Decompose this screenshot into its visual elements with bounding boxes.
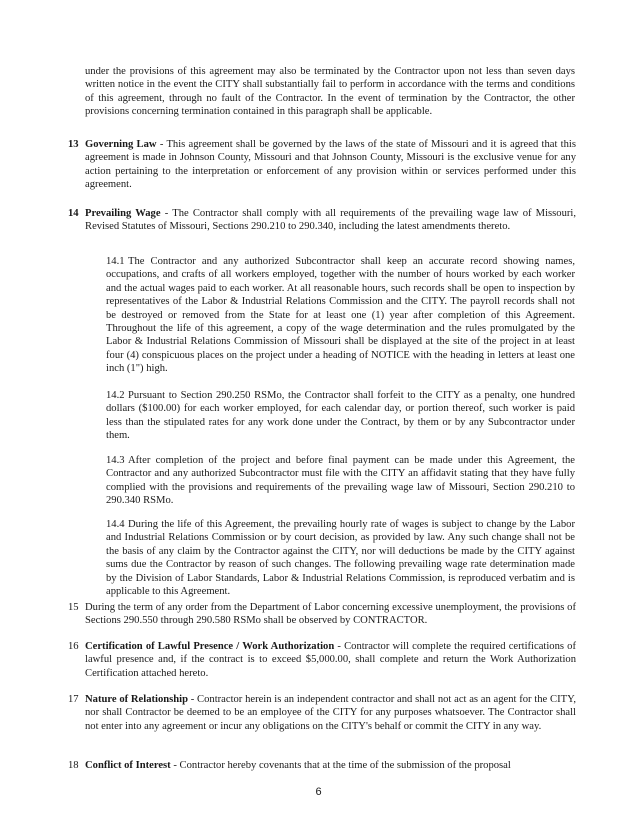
section-number: 17 (68, 694, 79, 705)
subsection-text: During the life of this Agreement, the prevailing hourly rate of wages is subject to change by the Labor and Industrial Relations Commission or by court decision, as provided by law. Any such change shall not be the basis of any claim by the Contractor against the CITY, nor will deductions be made by the CITY against sums due the Contractor by reason of such changes. The following prevailing wage rate determination made by the Division of Labor Standards, Labor & Industrial Relations Commission, is reproduced verbatim and is applicable to this Agreement. (106, 519, 575, 598)
section-13-governing-law (68, 138, 576, 192)
subsection-14-1 (106, 255, 575, 376)
section-text: This agreement shall be governed by the laws of the state of Missouri and it is agreed that this agreement is made in Johnson County, Missouri and that Johnson County, Missouri is the exclusive venue for any action pertaining to the interpretation or enforcement of any provision within or services performed under this agreement. (85, 139, 576, 191)
continuation-paragraph: under the provisions of this agreement may also be terminated by the Contractor upon not less than seven days written notice in the event the CITY shall substantially fail to perform in accordance with the terms and conditions of this agreement, through no fault of the Contractor. In the event of termination by the Contractor, the other provisions concerning termination contained in this paragraph shall be applicable. (85, 66, 575, 118)
section-number: 14 (68, 208, 79, 219)
section-separator: - (188, 694, 198, 705)
section-16-lawful-presence (68, 640, 576, 680)
subsection-number: 14.2 (106, 390, 125, 401)
section-title: Conflict of Interest (85, 760, 171, 771)
subsection-14-3 (106, 454, 575, 508)
section-text: Contractor will complete the required certifications of lawful presence and, if the contract is to exceed $5,000.00, shall complete and return the Work Authorization Certification attached hereto. (85, 641, 576, 679)
section-title: Governing Law (85, 139, 157, 150)
section-17-nature-of-relationship (68, 693, 576, 733)
section-title: Prevailing Wage (85, 208, 161, 219)
section-14-prevailing-wage (68, 207, 576, 234)
page-number: 6 (315, 786, 322, 798)
section-text: The Contractor shall comply with all requirements of the prevailing wage law of Missouri, Revised Statutes of Missouri, Sections 290.210 to 290.340, including the latest amendments thereto. (85, 208, 576, 233)
section-title: Nature of Relationship (85, 694, 188, 705)
section-separator: - (160, 208, 173, 219)
section-separator: - (170, 760, 180, 771)
section-separator: - (334, 641, 345, 652)
subsection-number: 14.1 (106, 256, 125, 267)
section-number: 13 (68, 139, 79, 150)
section-text: During the term of any order from the Department of Labor concerning excessive unemployment, the provisions of Sections 290.550 through 290.580 RSMo shall be observed by CONTRACTOR. (85, 602, 576, 627)
subsection-text: After completion of the project and before final payment can be made under this Agreement, the Contractor and any authorized Subcontractor must file with the CITY an affidavit stating that they have fully complied with the provisions and requirements of the prevailing wage law of Missouri, Section 290.210 to 290.340 RSMo. (106, 455, 575, 507)
subsection-text: Pursuant to Section 290.250 RSMo, the Contractor shall forfeit to the CITY as a penalty, one hundred dollars ($100.00) for each worker employed, for each calendar day, or portion thereof, such worker is paid less than the stipulated rates for any work done under the Contract, by them or by any Subcontractor under them. (106, 390, 575, 442)
section-title: Certification of Lawful Presence / Work Authorization (85, 641, 335, 652)
subsection-number: 14.4 (106, 519, 125, 530)
section-number: 18 (68, 760, 79, 771)
section-number: 16 (68, 641, 79, 652)
section-15 (68, 601, 576, 628)
section-text: Contractor hereby covenants that at the time of the submission of the proposal (179, 760, 511, 771)
section-18-conflict-of-interest (68, 759, 576, 772)
subsection-text: The Contractor and any authorized Subcontractor shall keep an accurate record showing names, occupations, and crafts of all workers employed, together with the number of hours worked by each worker and the actual wages paid to each worker. At all reasonable hours, such records shall be open to inspection by representatives of the Labor & Industrial Relations Commission and the CITY. The payroll records shall not be destroyed or removed from the State for at least one (1) year after completion of this Agreement. Throughout the life of this agreement, a copy of the wage determination and the rules promulgated by the Labor & Industrial Relations Commission of Missouri shall be displayed at the site of the project in at least four (4) conspicuous places on the project under a heading of NOTICE with the heading in letters at least one inch (1") high. (106, 256, 575, 375)
section-text: Contractor herein is an independent contractor and shall not act as an agent for the CITY, nor shall Contractor be deemed to be an employee of the CITY for any purposes whatsoever. The Contractor shall not enter into any agreement or incur any obligations on the CITY's behalf or commit the CITY in any way. (85, 694, 576, 732)
subsection-14-2 (106, 389, 575, 443)
subsection-number: 14.3 (106, 455, 125, 466)
section-separator: - (156, 139, 167, 150)
section-number: 15 (68, 602, 79, 613)
subsection-14-4 (106, 518, 575, 598)
